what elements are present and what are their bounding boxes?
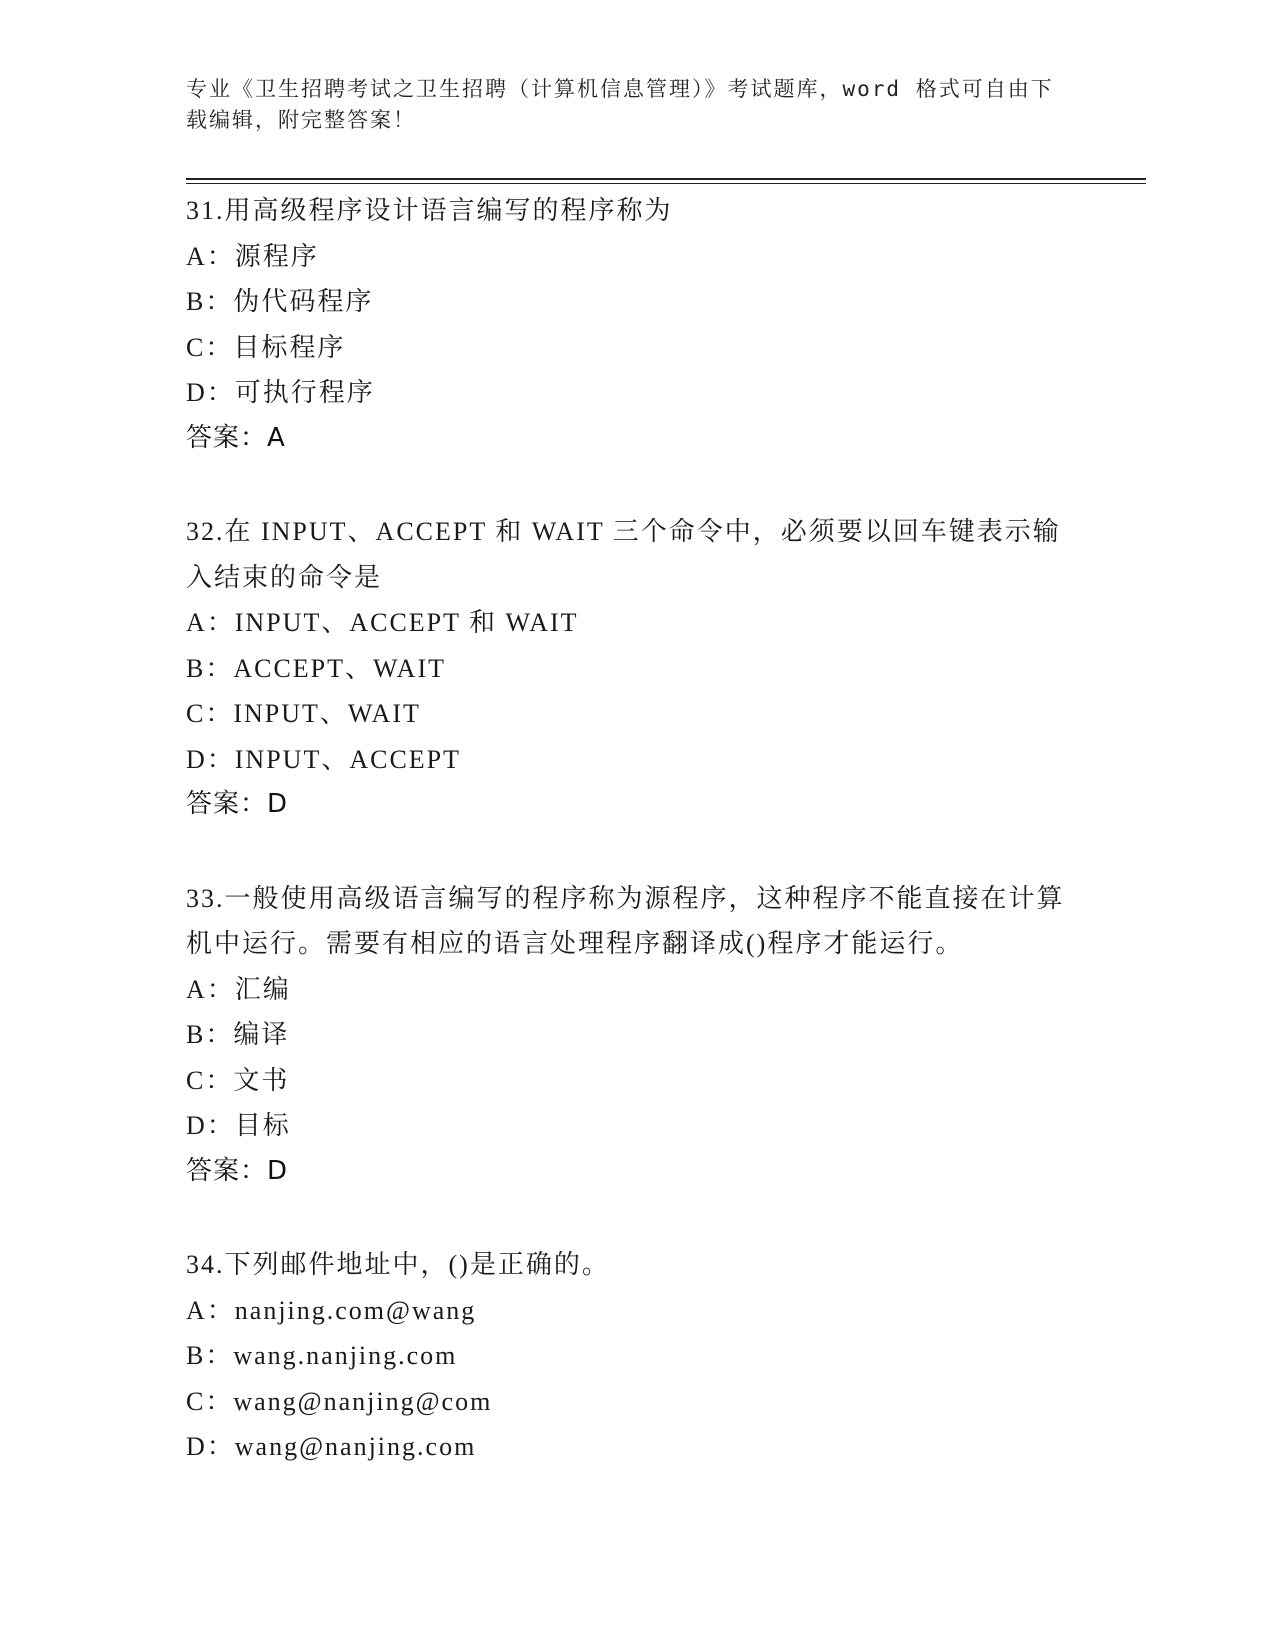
option-c: C：文书 bbox=[186, 1065, 290, 1095]
option-a: A：汇编 bbox=[186, 974, 291, 1004]
question-list bbox=[186, 188, 1086, 1518]
answer-line: 答案：A bbox=[186, 422, 286, 453]
question-34 bbox=[186, 1242, 1086, 1470]
option-b: B：编译 bbox=[186, 1020, 290, 1049]
option-d: D：wang@nanjing.com bbox=[186, 1432, 477, 1461]
question-stem: 31.用高级程序设计语言编写的程序称为 bbox=[186, 196, 673, 225]
option-a: A：nanjing.com@wang bbox=[186, 1295, 477, 1325]
answer-line: 答案：D bbox=[186, 789, 289, 819]
header-divider-thick bbox=[186, 178, 1146, 180]
question-stem: 33.一般使用高级语言编写的程序称为源程序，这种程序不能直接在计算机中运行。需要有相应的语言处理程序翻译成()程序才能运行。 bbox=[186, 883, 1065, 958]
document-header: 专业《卫生招聘考试之卫生招聘（计算机信息管理）》考试题库，word 格式可自由下载编辑，附完整答案！ bbox=[186, 77, 1054, 132]
option-b: B：wang.nanjing.com bbox=[186, 1341, 458, 1370]
question-stem: 32.在 INPUT、ACCEPT 和 WAIT 三个命令中，必须要以回车键表示输入结束的命令是 bbox=[186, 517, 1061, 592]
header-divider-thin bbox=[186, 183, 1146, 184]
question-stem: 34.下列邮件地址中，()是正确的。 bbox=[186, 1250, 610, 1279]
option-d: D：INPUT、ACCEPT bbox=[186, 744, 462, 774]
question-32 bbox=[186, 509, 1086, 828]
option-c: C：wang@nanjing@com bbox=[186, 1386, 493, 1416]
option-c: C：目标程序 bbox=[186, 332, 346, 362]
option-d: D：目标 bbox=[186, 1111, 291, 1140]
option-d: D：可执行程序 bbox=[186, 378, 375, 407]
option-a: A：INPUT、ACCEPT 和 WAIT bbox=[186, 608, 579, 637]
option-b: B：ACCEPT、WAIT bbox=[186, 653, 447, 683]
option-b: B：伪代码程序 bbox=[186, 287, 374, 316]
answer-line: 答案：D bbox=[186, 1155, 289, 1186]
option-a: A：源程序 bbox=[186, 241, 319, 271]
question-31 bbox=[186, 188, 1086, 461]
option-c: C：INPUT、WAIT bbox=[186, 699, 421, 728]
question-33 bbox=[186, 876, 1086, 1195]
